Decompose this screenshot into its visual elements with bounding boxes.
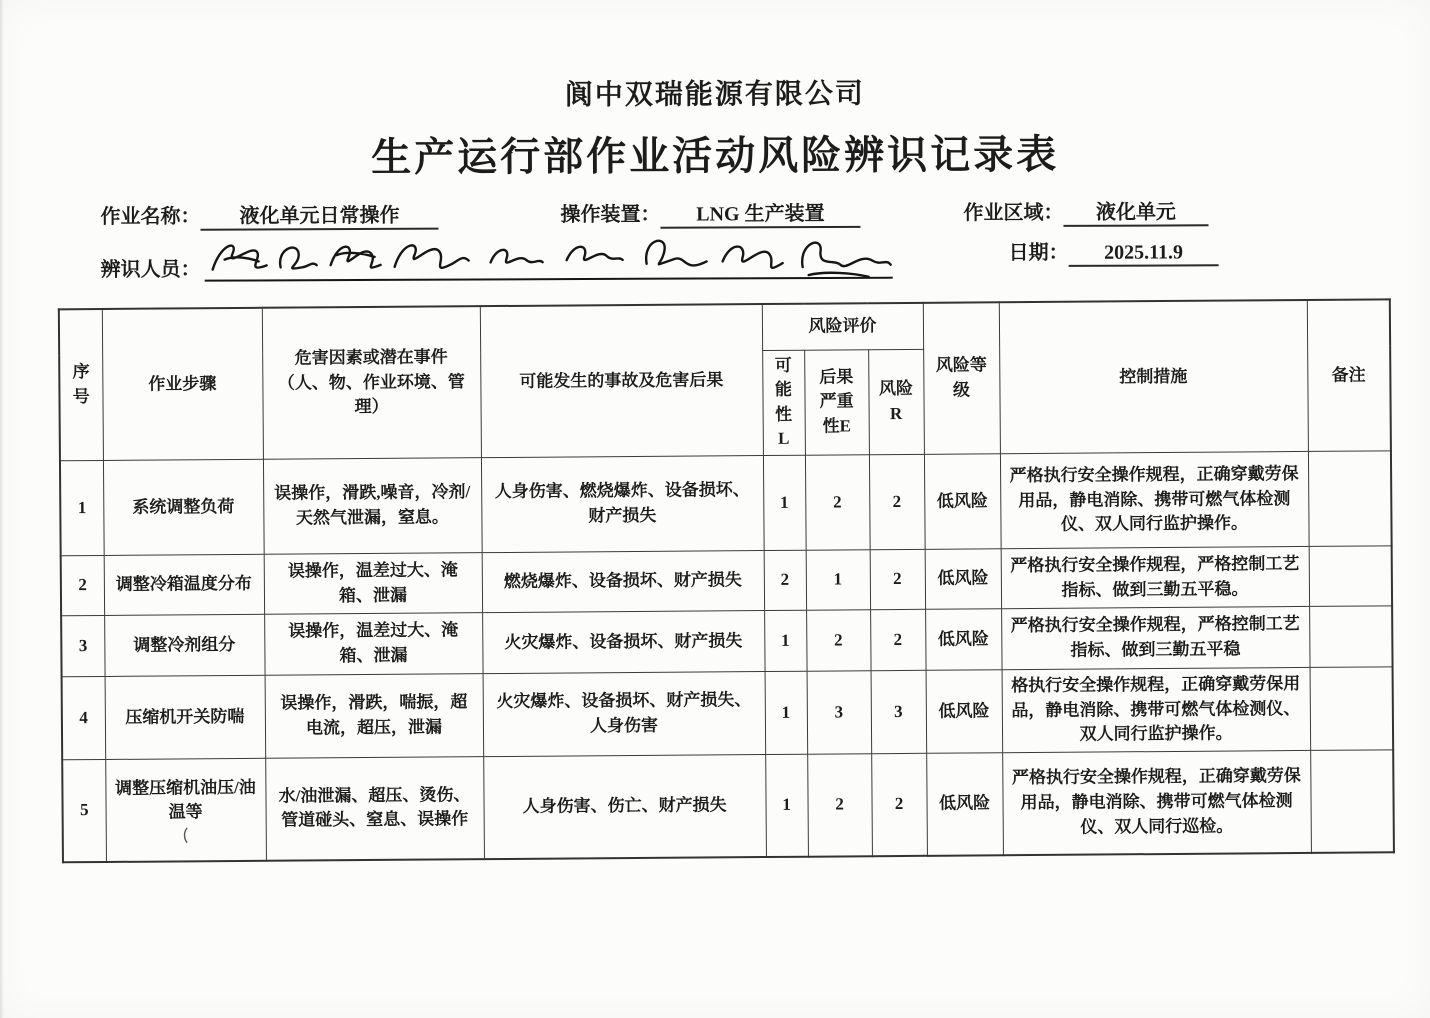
table-row — [61, 606, 1392, 677]
cell-severity: 2 — [806, 610, 870, 671]
date-value: 2025.11.9 — [1069, 241, 1219, 267]
form-header-fields — [0, 194, 1430, 294]
field-work-area — [963, 195, 1208, 227]
cell-seq: 2 — [61, 556, 104, 616]
cell-risk: 3 — [871, 670, 927, 753]
cell-control-measures: 严格执行安全操作规程，正确穿戴劳保用品，静电消除、携带可燃气体检测仪、双人同行巡检。 — [1002, 750, 1311, 854]
header-hazard: 危害因素或潜在事件（人、物、作业环境、管理） — [262, 306, 481, 459]
cell-hazard: 误操作，滑跌，喘振，超电流，超压，泄漏 — [265, 674, 484, 759]
cell-likelihood: 1 — [763, 455, 806, 550]
header-risk-r: 风险R — [868, 349, 924, 455]
cell-step — [105, 758, 266, 861]
company-name: 阆中双瑞能源有限公司 — [564, 78, 865, 112]
cell-risk: 2 — [870, 609, 925, 670]
field-job-name — [100, 199, 438, 231]
cell-accident: 人身伤害、燃烧爆炸、设备损坏、财产损失 — [481, 456, 764, 553]
job-name-label: 作业名称： — [100, 205, 201, 229]
cell-remark — [1309, 606, 1392, 668]
cell-hazard: 水/油泄漏、超压、烫伤、管道碰头、窒息、误操作 — [265, 757, 484, 861]
cell-risk: 2 — [869, 454, 925, 549]
cell-control-measures: 格执行安全操作规程，正确穿戴劳保用品，静电消除、携带可燃气体检测仪、双人同行监护操作。 — [1002, 667, 1311, 752]
header-control-measures: 控制措施 — [999, 300, 1308, 454]
cell-likelihood: 1 — [764, 610, 806, 671]
cell-risk: 2 — [870, 549, 925, 609]
cell-control-measures: 严格执行安全操作规程，正确穿戴劳保用品，静电消除、携带可燃气体检测仪、双人同行监护操作。 — [1000, 452, 1309, 549]
cell-accident: 燃烧爆炸、设备损坏、财产损失 — [482, 551, 764, 613]
cell-accident: 火灾爆炸、设备损坏、财产损失 — [482, 611, 764, 674]
cell-step-text: 调整压缩机油压/油温等 — [114, 777, 256, 822]
cell-risk-level: 低风险 — [926, 670, 1003, 754]
table-row — [61, 546, 1392, 616]
area-value: 液化单元 — [1063, 195, 1208, 227]
field-operating-device — [560, 197, 860, 229]
header-remark: 备注 — [1307, 299, 1391, 451]
cell-accident: 人身伤害、伤亡、财产损失 — [483, 755, 766, 859]
cell-accident: 火灾爆炸、设备损坏、财产损失、人身伤害 — [483, 672, 766, 757]
cell-step: 压缩机开关防喘 — [105, 675, 266, 759]
cell-likelihood: 2 — [764, 550, 806, 610]
device-value: LNG 生产装置 — [660, 197, 860, 229]
cell-remark — [1310, 750, 1394, 853]
cell-likelihood: 1 — [765, 671, 808, 754]
cell-severity: 2 — [805, 455, 870, 550]
field-date — [1009, 235, 1219, 267]
cell-likelihood: 1 — [765, 754, 808, 856]
table-row — [60, 451, 1392, 556]
cell-seq: 4 — [62, 677, 106, 760]
cell-seq: 5 — [62, 760, 106, 862]
cell-seq: 1 — [60, 461, 104, 556]
handwritten-signatures — [205, 233, 893, 282]
header-severity-e: 后果严重性E — [804, 349, 869, 455]
job-name-value: 液化单元日常操作 — [200, 199, 438, 231]
cell-hazard: 误操作，滑跌,噪音，冷剂/天然气泄漏，窒息。 — [263, 458, 482, 555]
table-row — [62, 750, 1394, 862]
cell-risk: 2 — [871, 753, 927, 855]
cell-risk-level: 低风险 — [925, 549, 1001, 610]
cell-risk-level: 低风险 — [926, 753, 1003, 856]
cell-risk-level: 低风险 — [925, 609, 1001, 671]
page-title: 生产运行部作业活动风险辨识记录表 — [371, 131, 1060, 180]
signature-scribbles-icon — [204, 231, 892, 284]
header-seq: 序号 — [59, 309, 103, 461]
cell-severity: 3 — [807, 671, 872, 754]
header-likelihood-l: 可能性L — [762, 350, 805, 456]
identifiers-label: 辨识人员： — [100, 258, 201, 282]
field-identifying-personnel — [101, 233, 893, 282]
header-risk-evaluation: 风险评价 — [762, 303, 923, 350]
header-step: 作业步骤 — [102, 308, 263, 461]
cell-hazard: 误操作，温差过大、淹箱、泄漏 — [264, 613, 482, 676]
cell-remark — [1308, 451, 1392, 547]
cell-step: 系统调整负荷 — [103, 459, 264, 555]
risk-identification-table — [58, 298, 1395, 863]
table-row — [62, 667, 1394, 760]
area-label: 作业区域： — [963, 201, 1064, 225]
pen-mark-icon — [181, 827, 191, 843]
cell-control-measures: 严格执行安全操作规程，严格控制工艺指标、做到三勤五平稳 — [1001, 607, 1309, 670]
header-accident: 可能发生的事故及危害后果 — [480, 304, 763, 458]
cell-remark — [1310, 667, 1394, 751]
cell-step: 调整冷剂组分 — [104, 614, 264, 676]
cell-risk-level: 低风险 — [924, 454, 1001, 550]
cell-seq: 3 — [61, 616, 104, 677]
cell-severity: 1 — [806, 550, 870, 610]
cell-step: 调整冷箱温度分布 — [104, 554, 264, 615]
cell-remark — [1309, 546, 1392, 607]
cell-hazard: 误操作，温差过大、淹箱、泄漏 — [264, 553, 482, 615]
cell-control-measures: 严格执行安全操作规程，严格控制工艺指标、做到三勤五平稳。 — [1001, 547, 1309, 609]
header-risk-level: 风险等级 — [923, 302, 1000, 454]
date-label: 日期： — [1008, 241, 1069, 265]
table-header-row-1 — [59, 299, 1390, 355]
cell-severity: 2 — [807, 754, 872, 856]
device-label: 操作装置： — [560, 203, 661, 227]
